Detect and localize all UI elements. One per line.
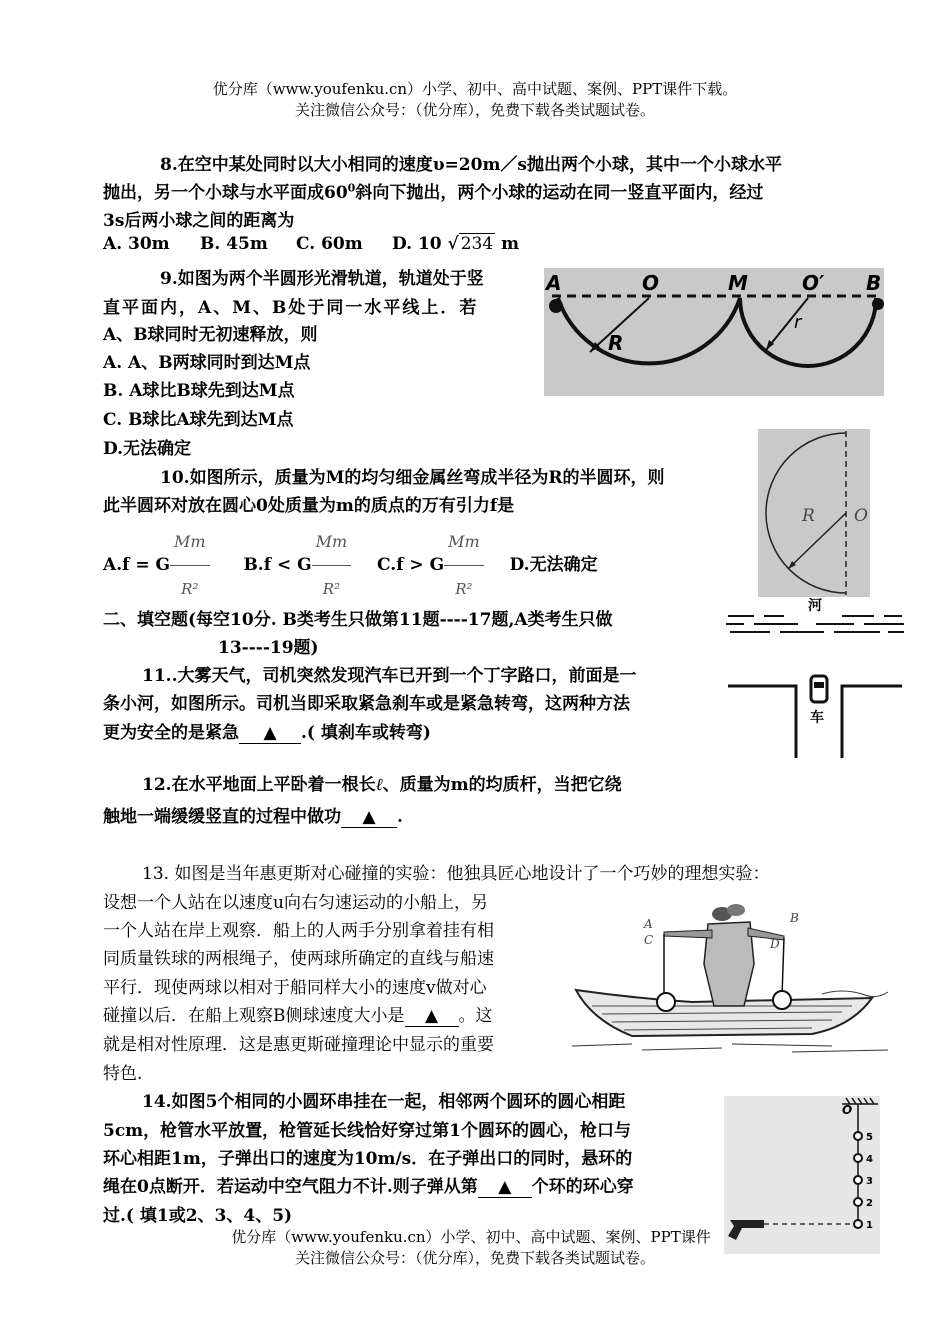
q9-option-c: C. B球比A球先到达M点 [103,410,294,430]
ball-b [872,298,884,310]
q8-option-a: A. 30m [103,234,170,254]
q8-option-c: C. 60m [296,234,363,254]
label-a: A [546,271,562,295]
label-o: O [642,271,660,295]
label-r: R [802,506,815,526]
label-radius-small: r [794,312,802,333]
label-m: M [728,271,748,295]
ring-2 [854,1198,862,1206]
ball-right [773,991,791,1009]
q9-line-1: 9.如图为两个半圆形光滑轨道，轨道处于竖 [160,269,484,289]
q14-line-4: 绳在0点断开．若运动中空气阻力不计.则子弹从第 ▲ 个环的环心穿 [103,1177,634,1197]
q14-line-1: 14.如图5个相同的小圆环串挂在一起，相邻两个圆环的圆心相距 [142,1092,626,1112]
q14-line-5: 过.( 填1或2、3、4、5) [103,1206,293,1226]
q8-line-3: 3s后两小球之间的距离为 [103,211,295,231]
q13-answer-blank[interactable]: ▲ [405,1006,459,1027]
q12-answer-blank[interactable]: ▲ [341,807,397,828]
q11-line-3: 更为安全的是紧急 ▲ .( 填刹车或转弯) [103,723,431,743]
q9-option-a: A. A、B两球同时到达M点 [103,353,311,373]
q8-line-2: 抛出，另一个小球与水平面成$60^0$斜向下抛出，两个小球的运动在同一竖直平面内，经过 [103,181,764,203]
ring-3 [854,1176,862,1184]
q13-line-7: 就是相对性原理．这是惠更斯碰撞理论中显示的重要 [103,1035,494,1055]
label-ring-5: 5 [866,1132,873,1143]
q12-line-1: 12.在水平地面上平卧着一根长ℓ、质量为m的均质杆，当把它绕 [142,775,622,795]
ball-a [549,299,563,313]
q9-line-2: 直平面内，A、M、B处于同一水平线上．若 [103,298,479,318]
ring-5 [854,1132,862,1140]
footer-line-1: 优分库（www.youfenku.cn）小学、初中、高中试题、案例、PPT课件 [231,1228,711,1246]
label-b: B [866,271,882,295]
q13-line-1: 13. 如图是当年惠更斯对心碰撞的实验：他独具匠心地设计了一个巧妙的理想实验： [142,864,770,884]
q9-track-figure [544,268,884,396]
q9-option-b: B. A球比B球先到达M点 [103,381,295,401]
q11-junction-figure [724,598,906,760]
q10-option-c: C.f > G $\frac{Mm}{\text{R²}}$ [377,555,484,575]
q8-option-d: D. 10 √ 234 m [392,234,520,254]
label-ring-3: 3 [866,1176,873,1187]
q10-option-d: D.无法确定 [509,555,598,575]
header-line-1: 优分库（www.youfenku.cn）小学、初中、高中试题、案例、PPT课件下载。 [212,80,738,98]
ball-left [657,993,675,1011]
label-c: C [644,933,654,947]
q13-line-3: 一个人站在岸上观察．船上的人两手分别拿着挂有相 [103,921,494,941]
man-head-b [727,904,745,916]
q14-line-3: 环心相距1m，子弹出口的速度为10m/s．在子弹出口的同时，悬环的 [103,1149,633,1169]
q13-line-8: 特色. [103,1064,143,1084]
q13-line-5: 平行．现使两球以相对于船同样大小的速度v做对心 [103,978,487,998]
q10-line-1: 10.如图所示，质量为M的均匀细金属丝弯成半径为R的半圆环，则 [160,468,665,488]
car-icon [811,676,827,702]
label-river: 河 [808,598,822,614]
q11-answer-blank[interactable]: ▲ [239,723,301,744]
label-car: 车 [810,710,824,726]
label-radius-big: R [608,331,624,355]
q14-line-2: 5cm，枪管水平放置，枪管延长线恰好穿过第1个圆环的圆心，枪口与 [103,1121,631,1141]
q10-line-2: 此半圆环对放在圆心0处质量为m的质点的万有引力f是 [103,496,515,516]
label-o-prime: O′ [802,271,825,295]
q11-line-1: 11..大雾天气，司机突然发现汽车已开到一个丁字路口，前面是一 [142,666,637,686]
label-ring-4: 4 [866,1154,873,1165]
header-line-2: 关注微信公众号：（优分库），免费下载各类试题试卷。 [294,101,655,119]
q12-line-2: 触地一端缓缓竖直的过程中做功 ▲ . [103,807,403,827]
q13-line-6: 碰撞以后．在船上观察B侧球速度大小是 ▲ 。这 [103,1006,493,1026]
q14-answer-blank[interactable]: ▲ [478,1177,532,1198]
q13-boat-figure [572,886,890,1058]
label-o: O [842,1103,853,1117]
q11-line-2: 条小河，如图所示。司机当即采取紧急刹车或是紧急转弯，这两种方法 [103,694,630,714]
q8-option-b: B. 45m [200,234,268,254]
section-2-title-cont: 13----19题) [218,638,319,658]
label-b: B [790,911,799,925]
label-ring-2: 2 [866,1198,873,1209]
label-center-o: O [854,506,868,526]
label-ring-1: 1 [866,1220,873,1231]
q8-line-1: 8.在空中某处同时以大小相同的速度υ=20m／s抛出两个小球，其中一个小球水平 [160,155,783,175]
q10-ring-figure [758,429,870,597]
q10-option-a: A.f = G $\frac{Mm}{\text{R²}}$ [103,555,210,575]
ring-4 [854,1154,862,1162]
footer-line-2: 关注微信公众号：（优分库），免费下载各类试题试卷。 [294,1249,655,1267]
label-a: A [644,917,653,931]
section-2-title: 二、填空题(每空10分. B类考生只做第11题----17题,A类考生只做 [103,610,613,630]
q9-option-d: D.无法确定 [103,439,192,459]
q13-line-4: 同质量铁球的两根绳子，使两球所确定的直线与船速 [103,949,494,969]
label-d: D [770,937,780,951]
q9-line-3: A、B球同时无初速释放，则 [103,325,318,345]
q13-line-2: 设想一个人站在以速度u向右匀速运动的小船上，另 [103,893,488,913]
q10-options [103,519,598,598]
q10-option-b: B.f < G $\frac{Mm}{\text{R²}}$ [243,555,351,575]
